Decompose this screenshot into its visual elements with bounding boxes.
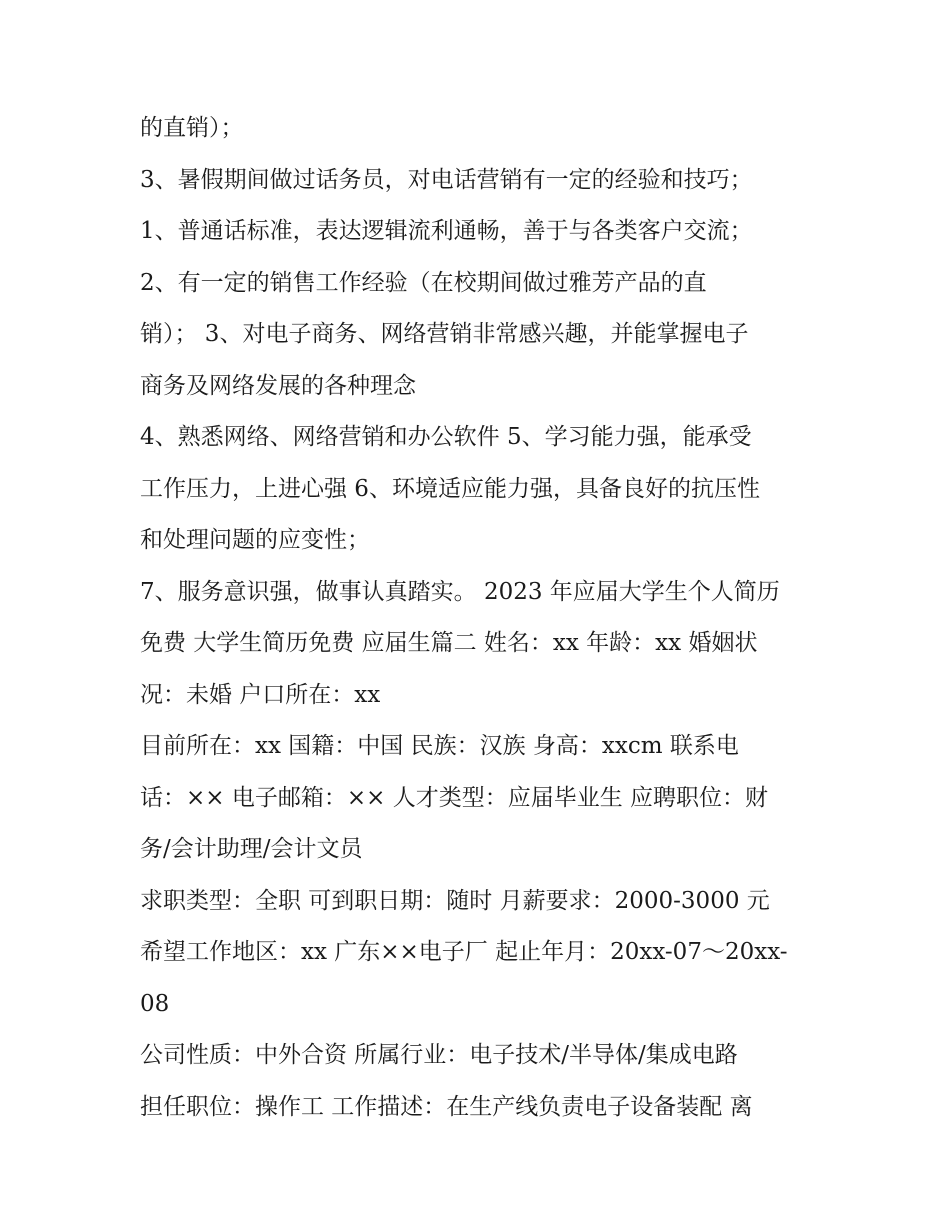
text-line: 希望工作地区：xx 广东××电子厂 起止年月：20xx-07～20xx- — [140, 939, 788, 965]
text-line: 和处理问题的应变性； — [140, 527, 370, 553]
text-line: 7、服务意识强，做事认真踏实。 2023 年应届大学生个人简历 — [140, 578, 780, 605]
text-line: 目前所在：xx 国籍：中国 民族：汉族 身高：xxcm 联系电 — [140, 733, 739, 759]
text-line: 08 — [140, 990, 170, 1017]
document-body — [140, 103, 820, 1133]
text-line: 1、普通话标准，表达逻辑流利通畅，善于与各类客户交流； — [140, 218, 753, 244]
text-line: 4、熟悉网络、网络营销和办公软件 5、学习能力强，能承受 — [140, 424, 752, 450]
text-line: 3、暑假期间做过话务员，对电话营销有一定的经验和技巧； — [140, 166, 753, 193]
text-line: 求职类型：全职 可到职日期：随时 月薪要求：2000-3000 元 — [140, 887, 770, 914]
text-line: 销）； 3、对电子商务、网络营销非常感兴趣，并能掌握电子 — [140, 321, 749, 347]
text-line: 话：×× 电子邮箱：×× 人才类型：应届毕业生 应聘职位：财 — [140, 784, 769, 811]
text-line: 免费 大学生简历免费 应届生篇二 姓名：xx 年龄：xx 婚姻状 — [140, 630, 758, 656]
text-line: 商务及网络发展的各种理念 — [140, 372, 416, 399]
text-line: 工作压力，上进心强 6、环境适应能力强，具备良好的抗压性 — [140, 475, 760, 502]
text-line: 况：未婚 户口所在：xx — [140, 681, 381, 708]
text-line: 公司性质：中外合资 所属行业：电子技术/半导体/集成电路 — [140, 1042, 738, 1068]
text-line: 的直销）； — [140, 115, 244, 141]
text-line: 担任职位：操作工 工作描述：在生产线负责电子设备装配 离 — [140, 1093, 753, 1120]
text-line: 2、有一定的销售工作经验（在校期间做过雅芳产品的直 — [140, 269, 707, 296]
text-line: 务/会计助理/会计文员 — [140, 836, 363, 862]
